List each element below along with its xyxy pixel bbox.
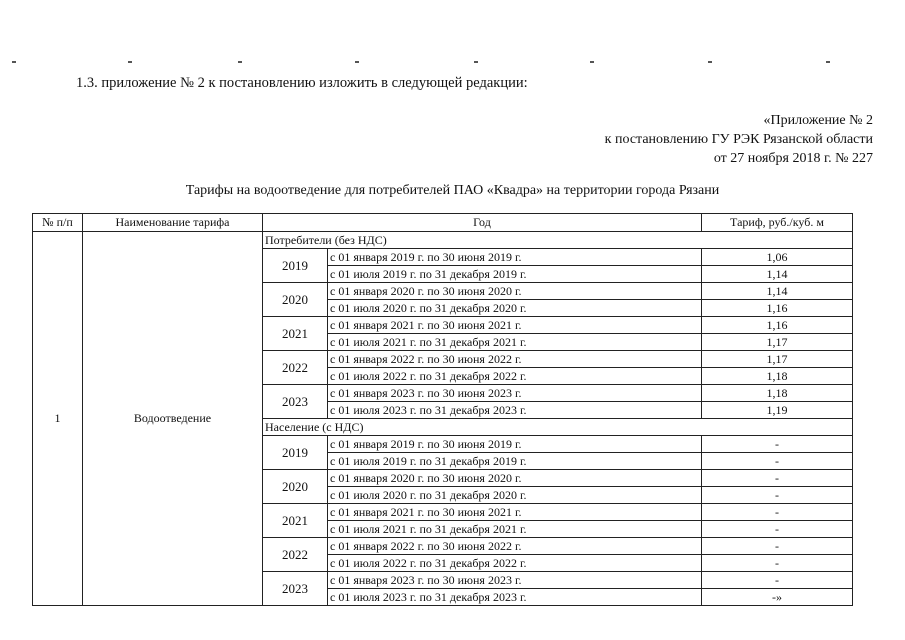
period-cell: с 01 января 2020 г. по 30 июня 2020 г. <box>328 283 702 300</box>
scan-speck <box>12 61 16 63</box>
tariff-value-cell: 1,14 <box>702 283 853 300</box>
tariff-value-cell: - <box>702 453 853 470</box>
period-cell: с 01 июля 2019 г. по 31 декабря 2019 г. <box>328 266 702 283</box>
period-cell: с 01 января 2020 г. по 30 июня 2020 г. <box>328 470 702 487</box>
tariff-value-cell: - <box>702 504 853 521</box>
period-cell: с 01 июля 2019 г. по 31 декабря 2019 г. <box>328 453 702 470</box>
year-cell: 2020 <box>263 283 328 317</box>
scan-speck <box>355 61 359 63</box>
group-row <box>33 232 853 249</box>
period-cell: с 01 июля 2023 г. по 31 декабря 2023 г. <box>328 589 702 606</box>
period-cell: с 01 января 2021 г. по 30 июня 2021 г. <box>328 317 702 334</box>
intro-paragraph: 1.3. приложение № 2 к постановлению изложить в следующей редакции: <box>76 75 528 91</box>
period-cell: с 01 июля 2020 г. по 31 декабря 2020 г. <box>328 487 702 504</box>
header-name: Наименование тарифа <box>83 214 263 232</box>
scan-speck <box>474 61 478 63</box>
period-cell: с 01 июля 2022 г. по 31 декабря 2022 г. <box>328 555 702 572</box>
scan-speck <box>238 61 242 63</box>
year-cell: 2019 <box>263 436 328 470</box>
scan-speck <box>128 61 132 63</box>
tariff-value-cell: - <box>702 470 853 487</box>
tariff-value-cell: 1,06 <box>702 249 853 266</box>
period-cell: с 01 января 2023 г. по 30 июня 2023 г. <box>328 572 702 589</box>
period-cell: с 01 января 2023 г. по 30 июня 2023 г. <box>328 385 702 402</box>
header-year: Год <box>263 214 702 232</box>
header-num: № п/п <box>33 214 83 232</box>
document-title: Тарифы на водоотведение для потребителей ПАО «Квадра» на территории города Рязани <box>185 183 720 198</box>
period-cell: с 01 июля 2021 г. по 31 декабря 2021 г. <box>328 334 702 351</box>
tariff-name: Водоотведение <box>83 232 263 606</box>
year-cell: 2021 <box>263 504 328 538</box>
period-cell: с 01 января 2019 г. по 30 июня 2019 г. <box>328 249 702 266</box>
tariff-value-cell: - <box>702 487 853 504</box>
tariff-value-cell: 1,18 <box>702 368 853 385</box>
tariff-value-cell: - <box>702 521 853 538</box>
year-cell: 2020 <box>263 470 328 504</box>
tariff-value-cell: 1,18 <box>702 385 853 402</box>
year-cell: 2023 <box>263 572 328 606</box>
tariff-value-cell: - <box>702 572 853 589</box>
tariff-value-cell: 1,19 <box>702 402 853 419</box>
appendix-line-3: от 27 ноября 2018 г. № 227 <box>713 151 873 166</box>
scan-speck <box>590 61 594 63</box>
year-cell: 2021 <box>263 317 328 351</box>
period-cell: с 01 января 2022 г. по 30 июня 2022 г. <box>328 351 702 368</box>
scan-speck <box>826 61 830 63</box>
period-cell: с 01 января 2019 г. по 30 июня 2019 г. <box>328 436 702 453</box>
consumer-group-label: Потребители (без НДС) <box>263 232 853 249</box>
period-cell: с 01 января 2021 г. по 30 июня 2021 г. <box>328 504 702 521</box>
tariff-value-cell: - <box>702 436 853 453</box>
period-cell: с 01 июля 2021 г. по 31 декабря 2021 г. <box>328 521 702 538</box>
period-cell: с 01 января 2022 г. по 30 июня 2022 г. <box>328 538 702 555</box>
tariff-value-cell: 1,17 <box>702 351 853 368</box>
tariff-value-cell: - <box>702 538 853 555</box>
tariff-value-cell: -» <box>702 589 853 606</box>
tariff-value-cell: 1,16 <box>702 317 853 334</box>
consumer-group-label: Население (с НДС) <box>263 419 853 436</box>
appendix-line-2: к постановлению ГУ РЭК Рязанской области <box>604 132 873 147</box>
row-number: 1 <box>33 232 83 606</box>
period-cell: с 01 июля 2020 г. по 31 декабря 2020 г. <box>328 300 702 317</box>
scan-speck <box>708 61 712 63</box>
tariff-table <box>32 213 853 606</box>
tariff-value-cell: 1,14 <box>702 266 853 283</box>
table-header-row <box>33 214 853 232</box>
appendix-line-1: «Приложение № 2 <box>763 113 873 128</box>
period-cell: с 01 июля 2023 г. по 31 декабря 2023 г. <box>328 402 702 419</box>
year-cell: 2019 <box>263 249 328 283</box>
appendix-reference <box>605 111 873 168</box>
tariff-value-cell: 1,16 <box>702 300 853 317</box>
header-tariff: Тариф, руб./куб. м <box>702 214 853 232</box>
year-cell: 2022 <box>263 538 328 572</box>
tariff-value-cell: 1,17 <box>702 334 853 351</box>
year-cell: 2022 <box>263 351 328 385</box>
tariff-value-cell: - <box>702 555 853 572</box>
year-cell: 2023 <box>263 385 328 419</box>
period-cell: с 01 июля 2022 г. по 31 декабря 2022 г. <box>328 368 702 385</box>
